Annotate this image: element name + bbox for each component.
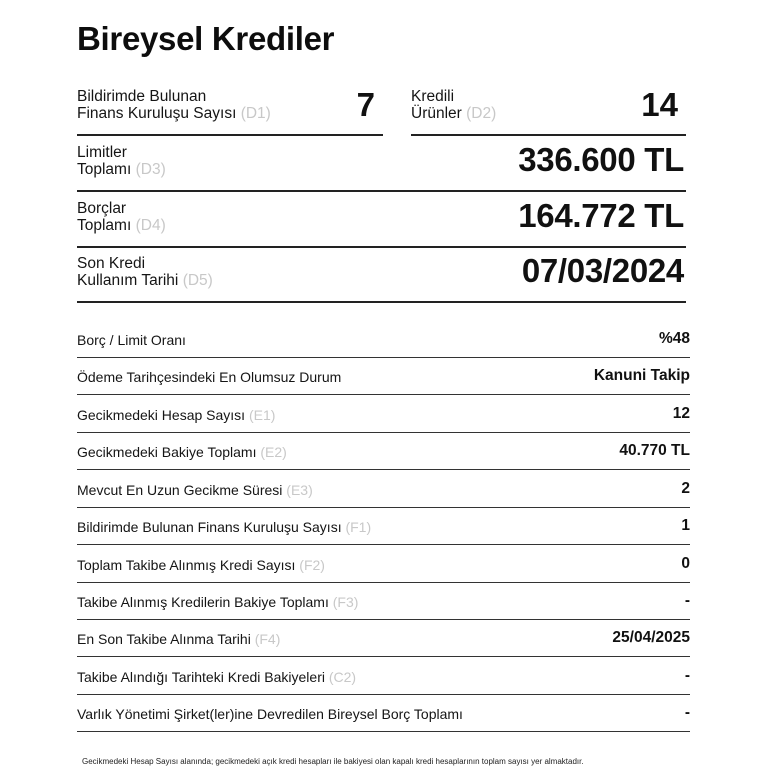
detail-value: Kanuni Takip <box>593 367 690 384</box>
field-code: (E2) <box>260 444 287 460</box>
detail-label <box>77 482 313 498</box>
detail-row-overdue-balance-total <box>77 433 690 470</box>
label-text: Takibe Alındığı Tarihteki Kredi Bakiyeleri <box>77 669 325 685</box>
summary-top-row <box>77 86 690 134</box>
label-line-2: Toplamı <box>77 217 132 234</box>
label-text: Ödeme Tarihçesindeki En Olumsuz Durum <box>77 369 342 385</box>
detail-label <box>77 444 287 460</box>
detail-row-debt-limit-ratio <box>77 321 690 358</box>
summary-label <box>411 88 496 122</box>
summary-debts-total <box>77 192 686 248</box>
detail-value: - <box>684 592 690 609</box>
summary-value: 07/03/2024 <box>521 252 684 289</box>
detail-row-balances-at-follow-date <box>77 658 690 695</box>
summary-finance-institution-count <box>77 86 383 136</box>
summary-value: 14 <box>641 86 678 123</box>
field-code: (F4) <box>254 631 281 647</box>
detail-label <box>77 519 371 535</box>
field-code: (F1) <box>345 519 372 535</box>
footnote: Gecikmedeki Hesap Sayısı alanında; gecikmedeki açık kredi hesapları ile bakiyesi olan kapalı kredi hesaplarının toplam sayısı yer almaktadır. <box>82 757 584 766</box>
field-code: (D5) <box>182 272 213 289</box>
detail-value: 40.770 TL <box>619 442 690 459</box>
label-line-1: Bildirimde Bulunan <box>77 88 207 105</box>
label-line-1: Kredili <box>411 88 455 105</box>
detail-value: 0 <box>681 555 690 572</box>
detail-value: 12 <box>672 405 690 422</box>
detail-value: 25/04/2025 <box>612 629 690 646</box>
detail-value: %48 <box>658 330 690 347</box>
label-line-2: Toplamı <box>77 161 132 178</box>
field-code: (D4) <box>135 217 166 234</box>
field-code: (F3) <box>332 594 359 610</box>
detail-label <box>77 669 356 685</box>
label-text: Toplam Takibe Alınmış Kredi Sayısı <box>77 557 296 573</box>
detail-label <box>77 407 275 423</box>
detail-row-overdue-account-count <box>77 396 690 433</box>
field-code: (D2) <box>466 105 497 122</box>
detail-label <box>77 557 325 573</box>
summary-label <box>77 88 271 122</box>
detail-label <box>77 332 186 348</box>
summary-value: 164.772 TL <box>518 197 684 234</box>
detail-row-last-follow-date <box>77 620 690 657</box>
field-code: (E3) <box>286 482 313 498</box>
field-code: (C2) <box>328 669 357 685</box>
label-line-2: Finans Kuruluşu Sayısı <box>77 105 237 122</box>
detail-value: - <box>684 667 690 684</box>
detail-label <box>77 594 358 610</box>
summary-label <box>77 200 166 234</box>
summary-credit-products <box>411 86 686 136</box>
label-text: Gecikmedeki Hesap Sayısı <box>77 407 246 423</box>
detail-label <box>77 631 280 647</box>
detail-row-total-followed-credits <box>77 546 690 583</box>
detail-label <box>77 369 341 385</box>
detail-value: - <box>684 704 690 721</box>
label-line-1: Limitler <box>77 144 127 161</box>
label-text: Borç / Limit Oranı <box>77 332 186 348</box>
label-text: Takibe Alınmış Kredilerin Bakiye Toplamı <box>77 594 329 610</box>
label-text: Gecikmedeki Bakiye Toplamı <box>77 444 257 460</box>
summary-value: 7 <box>356 86 375 123</box>
field-code: (E1) <box>248 407 276 423</box>
detail-value: 2 <box>681 480 690 497</box>
summary-value: 336.600 TL <box>518 141 684 178</box>
label-line-2: Kullanım Tarihi <box>77 272 179 289</box>
label-line-1: Son Kredi <box>77 255 146 272</box>
detail-row-followed-credits-balance <box>77 583 690 620</box>
label-text: Mevcut En Uzun Gecikme Süresi <box>77 482 283 498</box>
field-code: (D1) <box>240 105 271 122</box>
field-code: (F2) <box>299 557 325 573</box>
label-text: Bildirimde Bulunan Finans Kuruluşu Sayısı <box>77 519 342 535</box>
summary-label <box>77 255 213 289</box>
summary-last-credit-date <box>77 247 686 303</box>
detail-value: 1 <box>681 517 690 534</box>
detail-row-longest-delay <box>77 471 690 508</box>
label-line-2: Ürünler <box>411 105 462 122</box>
label-text: En Son Takibe Alınma Tarihi <box>77 631 251 647</box>
summary-limits-total <box>77 136 686 192</box>
detail-row-reporting-institution-count <box>77 508 690 545</box>
detail-row-asset-management-transferred-debt <box>77 695 690 732</box>
page-title: Bireysel Krediler <box>77 20 335 57</box>
summary-label <box>77 144 166 178</box>
detail-label <box>77 706 463 722</box>
label-text: Varlık Yönetimi Şirket(ler)ine Devredilen Bireysel Borç Toplamı <box>77 706 463 722</box>
detail-row-worst-payment-status <box>77 358 690 395</box>
field-code: (D3) <box>135 161 166 178</box>
label-line-1: Borçlar <box>77 200 127 217</box>
